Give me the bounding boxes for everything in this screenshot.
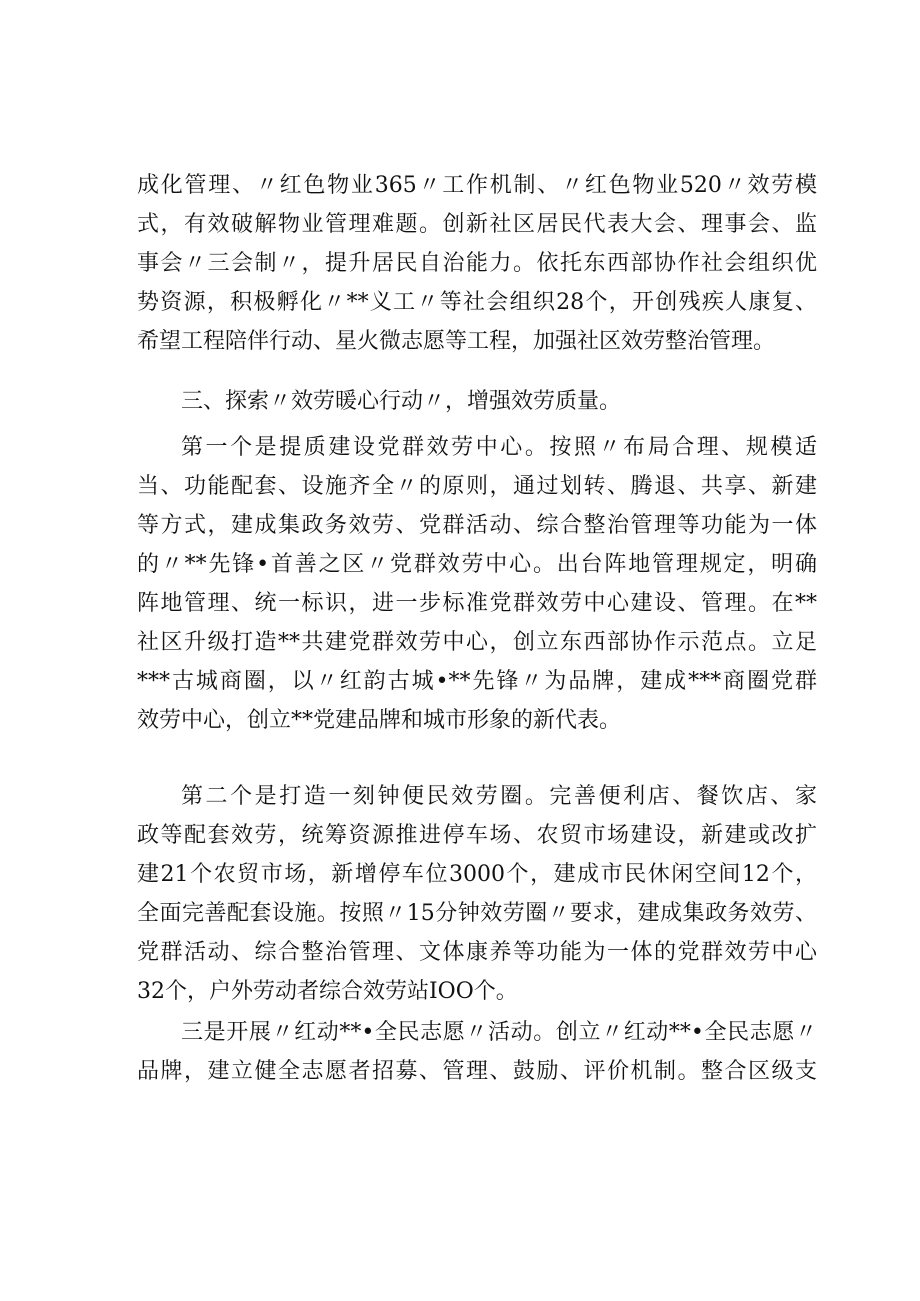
text-line: ***古城商圈，以〃红韵古城•**先锋〃为品牌，建成***商圈党群 [137,669,817,694]
heading-line: 三、探索〃效劳暖心行动〃，增强效劳质量。 [181,389,622,414]
text-line: 希望工程陪伴行动、星火微志愿等工程，加强社区效劳整治管理。 [137,329,776,354]
text-line: 第一个是提质建设党群效劳中心。按照〃布局合理、规模适 [181,435,817,460]
text-line: 成化管理、〃红色物业365〃工作机制、〃红色物业520〃效劳模 [137,173,817,198]
text-line: 事会〃三会制〃，提升居民自治能力。依托东西部协作社会组织优 [137,251,817,276]
text-line: 的〃**先锋•首善之区〃党群效劳中心。出台阵地管理规定，明确 [137,552,817,577]
paragraph-service-circle [137,777,817,1011]
text-line: 阵地管理、统一标识，进一步标准党群效劳中心建设、管理。在** [137,591,817,616]
text-line: 三是开展〃红动**•全民志愿〃活动。创立〃红动**•全民志愿〃 [181,1020,817,1045]
text-line: 政等配套效劳，统筹资源推进停车场、农贸市场建设，新建或改扩 [137,823,817,848]
text-line: 等方式，建成集政务效劳、党群活动、综合整治管理等功能为一体 [137,513,817,538]
text-line: 32个，户外劳动者综合效劳站IOO个。 [137,979,518,1004]
text-line: 全面完善配套设施。按照〃15分钟效劳圈〃要求，建成集政务效劳、 [137,901,817,926]
text-line: 品牌，建立健全志愿者招募、管理、鼓励、评价机制。整合区级支 [137,1059,817,1084]
paragraph-service-center [137,428,817,740]
text-line: 当、功能配套、设施齐全〃的原则，通过划转、腾退、共享、新建 [137,474,817,499]
section-heading-three [137,382,817,421]
text-line: 建21个农贸市场，新增停车位3000个，建成市民休闲空间12个， [137,862,817,887]
text-line: 式，有效破解物业管理难题。创新社区居民代表大会、理事会、监 [137,212,817,237]
paragraph-volunteer [137,1013,817,1091]
text-line: 势资源，积极孵化〃**义工〃等社会组织28个，开创残疾人康复、 [137,290,817,315]
text-line: 社区升级打造**共建党群效劳中心，创立东西部协作示范点。立足 [137,630,817,655]
paragraph-property-management [137,166,817,361]
text-line: 党群活动、综合整治管理、文体康养等功能为一体的党群效劳中心 [137,940,817,965]
text-line: 第二个是打造一刻钟便民效劳圈。完善便利店、餐饮店、家 [181,784,817,809]
text-line: 效劳中心，创立**党建品牌和城市形象的新代表。 [137,708,622,733]
